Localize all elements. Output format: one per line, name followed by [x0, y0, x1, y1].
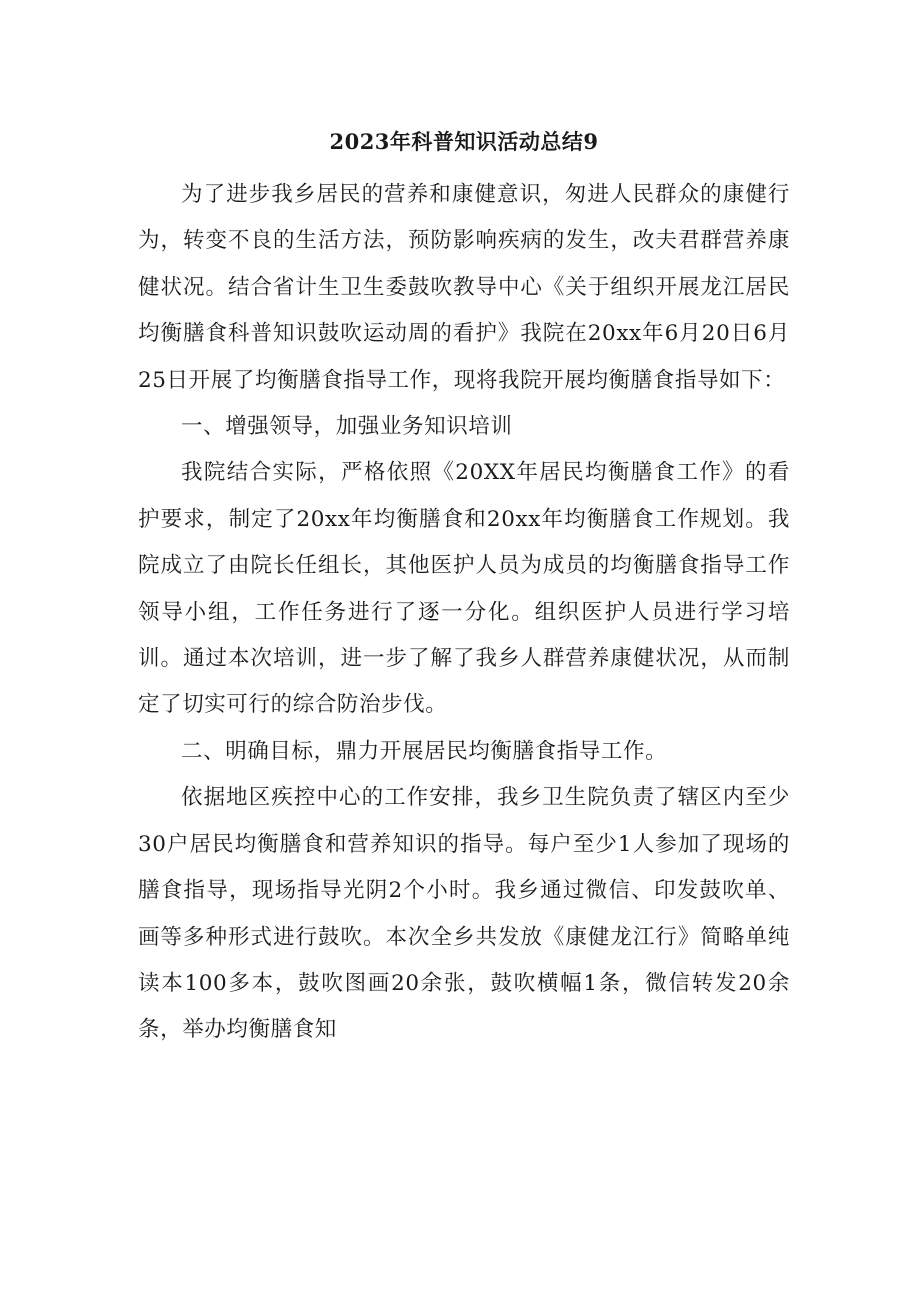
section-heading-1: 一、增强领导，加强业务知识培训 [181, 414, 513, 440]
paragraph-section-1: 我院结合实际，严格依照《20XX年居民均衡膳食工作》的看护要求，制定了20xx年均衡膳食和20xx年均衡膳食工作规划。我院成立了由院长任组长，其他医护人员为成员的均衡膳食指导工作领导小组，工作任务进行了逐一分化。组织医护人员进行学习培训。通过本次培训，进一步了解了我乡人群营养康健状况，从而制定了切实可行的综合防治步伐。 [138, 460, 790, 718]
section-heading-2: 二、明确目标，鼎力开展居民均衡膳食指导工作。 [181, 738, 668, 764]
paragraph-section-2: 依据地区疾控中心的工作安排，我乡卫生院负责了辖区内至少30户居民均衡膳食和营养知识的指导。每户至少1人参加了现场的膳食指导，现场指导光阴2个小时。我乡通过微信、印发鼓吹单、画等多种形式进行鼓吹。本次全乡共发放《康健龙江行》简略单纯读本100多本，鼓吹图画20余张，鼓吹横幅1条，微信转发20余条，举办均衡膳食知 [138, 785, 790, 1043]
paragraph-intro: 为了进步我乡居民的营养和康健意识，匆进人民群众的康健行为，转变不良的生活方法，预防影响疾病的发生，改夫君群营养康健状况。结合省计生卫生委鼓吹教导中心《关于组织开展龙江居民均衡膳食科普知识鼓吹运动周的看护》我院在20xx年6月20日6月25日开展了均衡膳食指导工作，现将我院开展均衡膳食指导如下： [138, 182, 790, 393]
document-title: 2023年科普知识活动总结9 [329, 129, 599, 154]
